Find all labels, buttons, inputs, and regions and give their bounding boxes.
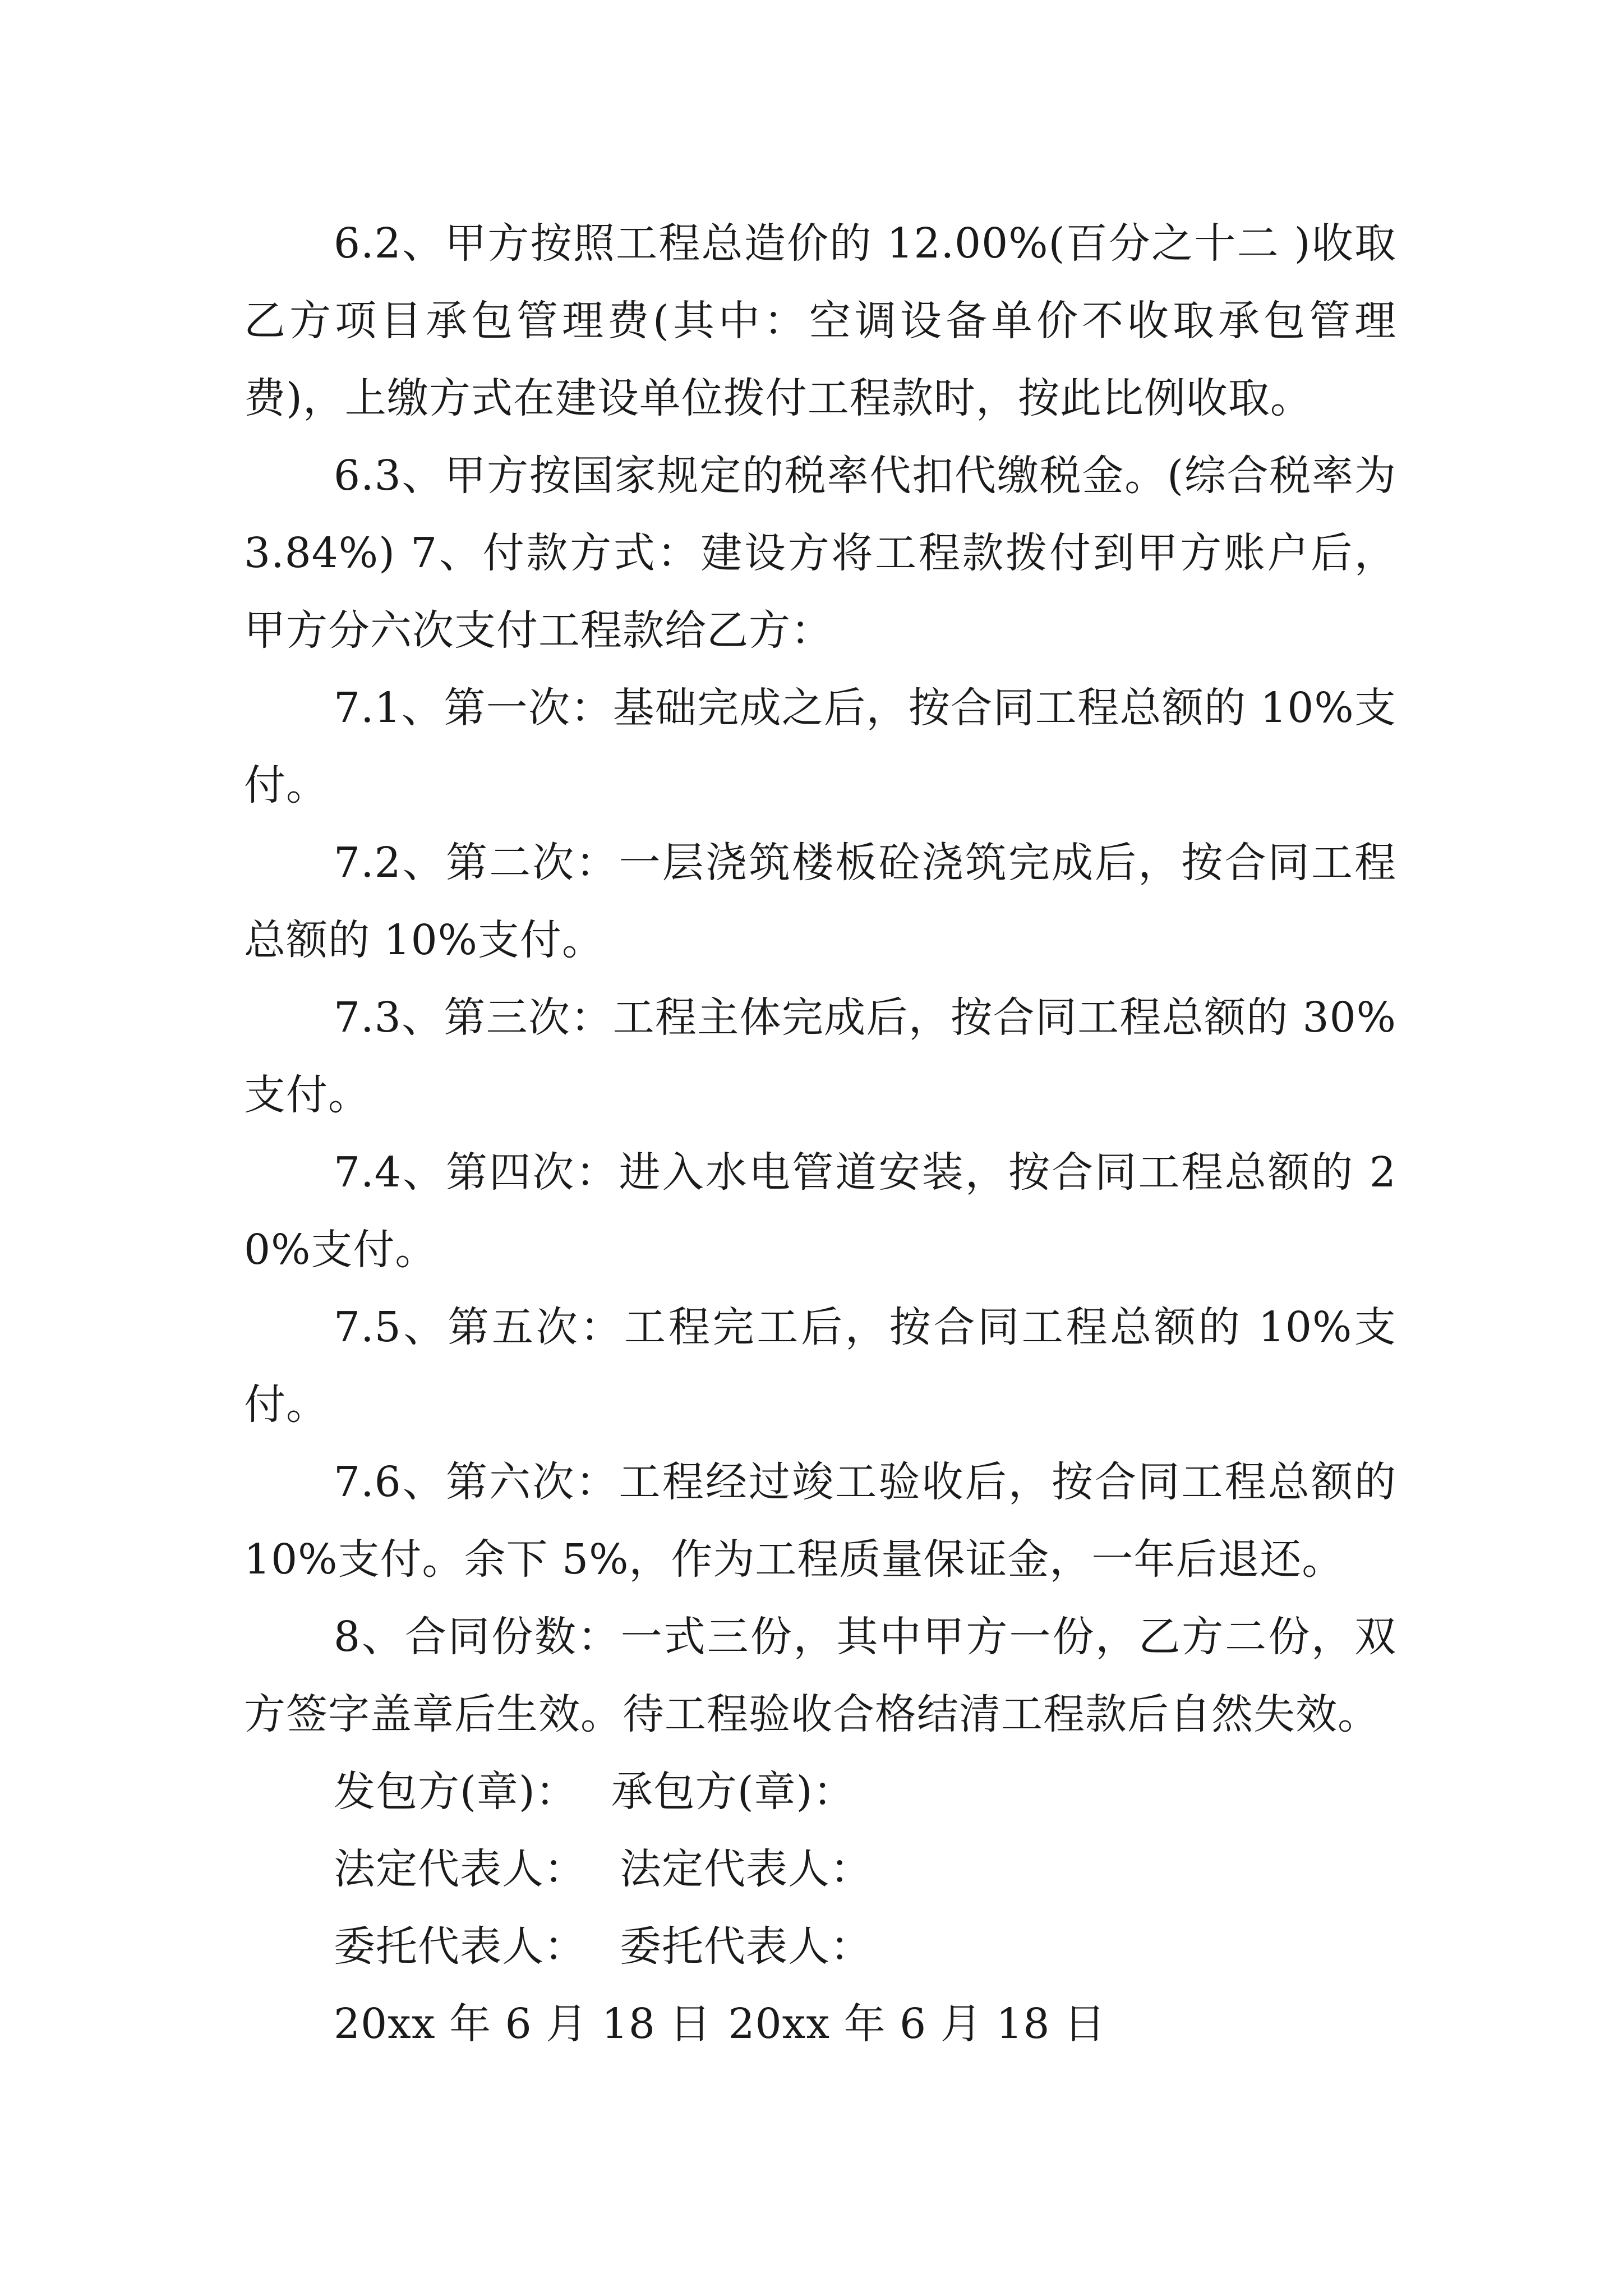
- clause-7-1: 7.1、第一次：基础完成之后，按合同工程总额的 10%支付。: [244, 684, 1396, 809]
- date-b: 20xx 年 6 月 18 日: [728, 2000, 1106, 2048]
- clause-6-2: 6.2、甲方按照工程总造价的 12.00%(百分之十二 )收取乙方项目承包管理费(其中：空调设备单价不收取承包管理费)，上缴方式在建设单位拨付工程款时，按此比例收取。: [244, 219, 1396, 422]
- clause-6-3: 6.3、甲方按国家规定的税率代扣代缴税金。(综合税率为 3.84%) 7、付款方式：建设方将工程款拨付到甲方账户后，甲方分六次支付工程款给乙方：: [244, 452, 1396, 655]
- signature-party-row: [244, 1753, 1396, 1830]
- signature-legal-rep-row: [244, 1830, 1396, 1908]
- clause-7-2: 7.2、第二次：一层浇筑楼板砼浇筑完成后，按合同工程总额的 10%支付。: [244, 839, 1396, 964]
- document-body: [244, 205, 1396, 2063]
- party-a-label: 发包方(章)：: [334, 1768, 578, 1816]
- legal-rep-b-label: 法定代表人：: [620, 1845, 872, 1893]
- clause-7-4: 7.4、第四次：进入水电管道安装，按合同工程总额的 20%支付。: [244, 1148, 1396, 1274]
- clause-7-5: 7.5、第五次：工程完工后，按合同工程总额的 10%支付。: [244, 1303, 1396, 1429]
- agent-b-label: 委托代表人：: [620, 1922, 872, 1971]
- clause-7-6: 7.6、第六次：工程经过竣工验收后，按合同工程总额的 10%支付。余下 5%，作为工程质量保证金，一年后退还。: [244, 1458, 1396, 1584]
- signature-agent-row: [244, 1908, 1396, 1985]
- date-a: 20xx 年 6 月 18 日: [334, 2000, 712, 2048]
- party-b-label: 承包方(章)：: [611, 1768, 855, 1816]
- signature-date-row: [244, 1985, 1396, 2063]
- clause-8: 8、合同份数：一式三份，其中甲方一份，乙方二份，双方签字盖章后生效。待工程验收合格结清工程款后自然失效。: [244, 1613, 1396, 1738]
- agent-a-label: 委托代表人：: [334, 1922, 586, 1971]
- clause-7-3: 7.3、第三次：工程主体完成后，按合同工程总额的 30%支付。: [244, 993, 1396, 1119]
- legal-rep-a-label: 法定代表人：: [334, 1845, 586, 1893]
